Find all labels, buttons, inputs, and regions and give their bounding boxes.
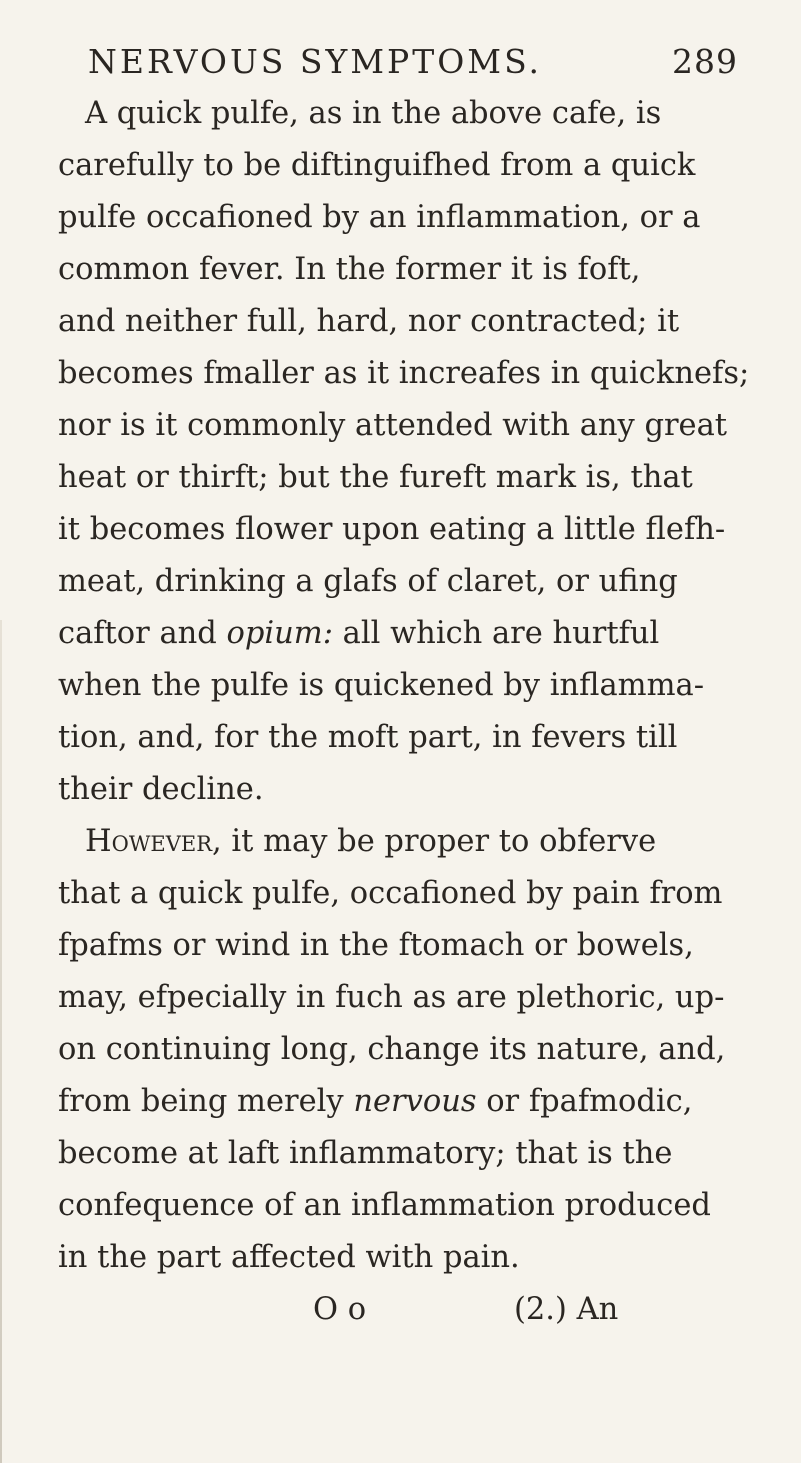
italic-term: nervous: [353, 1084, 477, 1119]
text-line: [58, 816, 758, 868]
text-span: or fpafmodic,: [476, 1084, 693, 1119]
text-line: meat, drinking a glafs of claret, or ufing: [58, 564, 678, 599]
text-line: it becomes flower upon eating a little flefh-: [58, 512, 726, 547]
text-span: it may be proper to obferve: [221, 824, 657, 859]
text-line: on continuing long, change its nature, and,: [58, 1032, 726, 1067]
running-title: NERVOUS SYMPTOMS.: [88, 42, 543, 81]
running-header: [88, 32, 738, 82]
signature-mark: O o: [313, 1292, 367, 1327]
text-line: becomes fmaller as it increafes in quicknefs;: [58, 356, 750, 391]
text-line: may, efpecially in fuch as are plethoric, up-: [58, 980, 725, 1015]
italic-term: opium:: [226, 616, 333, 651]
page-edge-shadow: [0, 620, 2, 1463]
small-caps-word: However,: [85, 824, 222, 859]
body-text: [58, 88, 758, 1336]
text-line: their decline.: [58, 772, 264, 807]
text-line: fpafms or wind in the ftomach or bowels,: [58, 928, 694, 963]
footer-line: [58, 1284, 758, 1336]
page-number: 289: [672, 42, 738, 81]
text-line: confequence of an inflammation produced: [58, 1188, 711, 1223]
text-line: that a quick pulfe, occafioned by pain from: [58, 876, 723, 911]
text-line: heat or thirft; but the fureft mark is, that: [58, 460, 693, 495]
text-span: all which are hurtful: [332, 616, 660, 651]
text-line: and neither full, hard, nor contracted; it: [58, 304, 680, 339]
text-line: common fever. In the former it is foft,: [58, 252, 641, 287]
text-line: [58, 1076, 758, 1128]
text-line: [58, 608, 758, 660]
text-line: when the pulfe is quickened by inflamma-: [58, 668, 704, 703]
text-line: pulfe occafioned by an inflammation, or a: [58, 200, 701, 235]
text-span: caftor and: [58, 616, 227, 651]
text-line: A quick pulfe, as in the above cafe, is: [85, 96, 662, 131]
text-line: tion, and, for the moft part, in fevers till: [58, 720, 678, 755]
catchword: (2.) An: [514, 1292, 619, 1327]
text-line: carefully to be diftinguifhed from a quick: [58, 148, 696, 183]
text-line: nor is it commonly attended with any great: [58, 408, 728, 443]
text-line: in the part affected with pain.: [58, 1240, 520, 1275]
text-line: become at laft inflammatory; that is the: [58, 1136, 673, 1171]
text-span: from being merely: [58, 1084, 354, 1119]
